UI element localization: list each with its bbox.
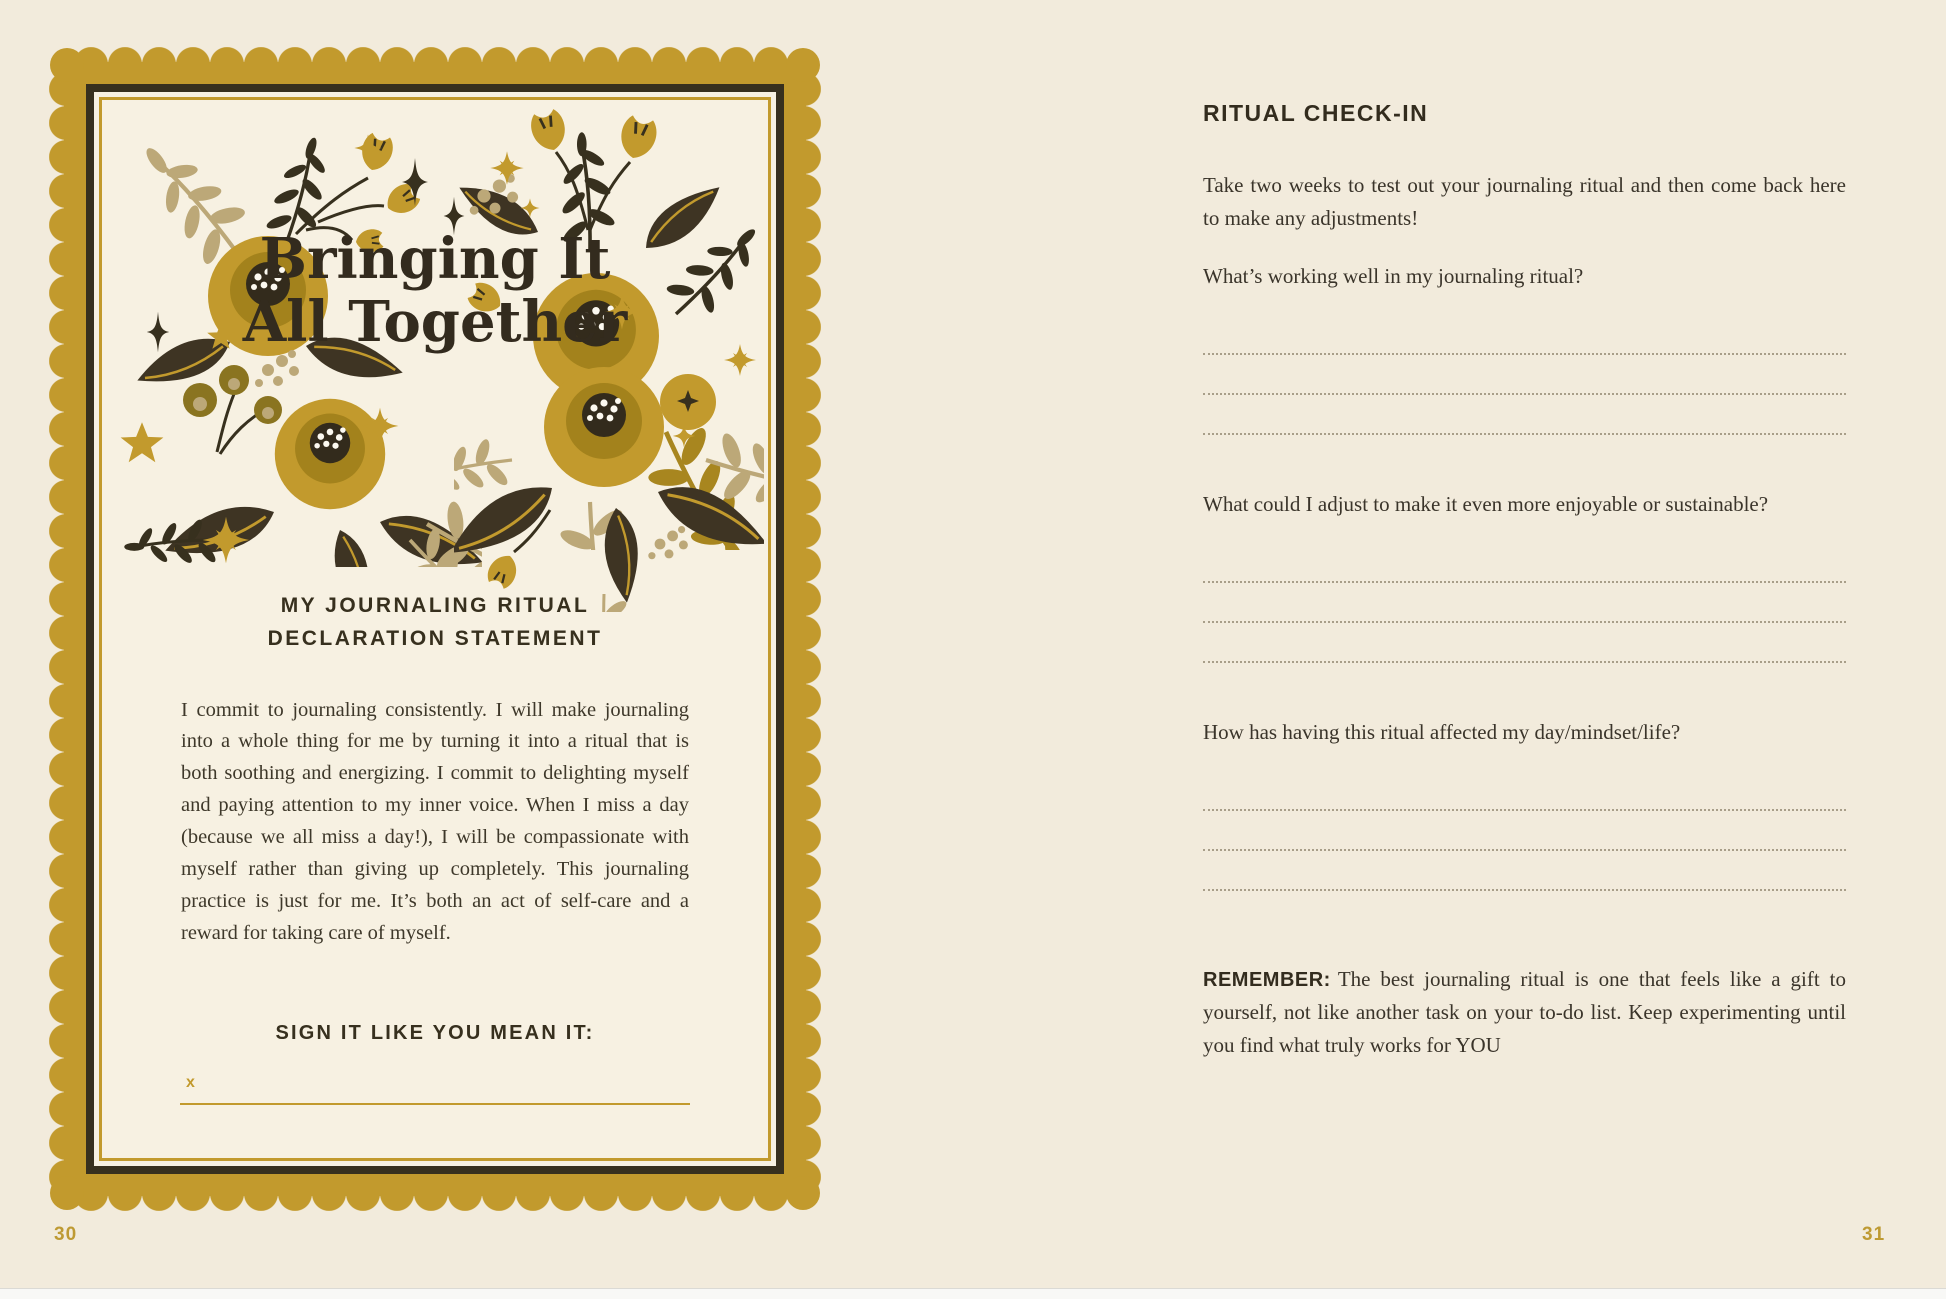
writing-line	[1203, 583, 1846, 623]
writing-line	[1203, 315, 1846, 355]
prompt-group	[1203, 264, 1846, 435]
declaration-heading-line-1: MY JOURNALING RITUAL	[280, 594, 590, 617]
writing-line	[1203, 623, 1846, 663]
signature-line	[180, 1103, 690, 1105]
reminder-label: REMEMBER:	[1203, 969, 1331, 991]
writing-lines	[1203, 543, 1846, 663]
prompt-question: What’s working well in my journaling ritual?	[1203, 264, 1584, 288]
scallop-corner	[786, 1176, 820, 1210]
writing-line	[1203, 771, 1846, 811]
star-icon	[120, 422, 164, 466]
writing-line	[1203, 395, 1846, 435]
writing-line	[1203, 355, 1846, 395]
reminder-note	[1203, 963, 1846, 1062]
scallop-border-right	[804, 72, 821, 1186]
page-number-right: 31	[1862, 1224, 1886, 1245]
sparkle-icon	[350, 130, 386, 166]
intro-paragraph: Take two weeks to test out your journaling ritual and then come back here to make any adjustments!	[1203, 173, 1846, 230]
writing-line	[1203, 851, 1846, 891]
writing-lines	[1203, 315, 1846, 435]
scallop-border-top	[74, 47, 796, 64]
declaration-heading-line-2: DECLARATION STATEMENT	[267, 626, 603, 650]
title-line-2: All Together	[242, 288, 628, 355]
scallop-corner	[50, 1176, 84, 1210]
declaration-heading	[102, 590, 768, 656]
page-number-left: 30	[54, 1224, 78, 1245]
prompt-group	[1203, 720, 1846, 891]
certificate-frame	[64, 62, 806, 1196]
prompt-question: How has having this ritual affected my day/mindset/life?	[1203, 720, 1681, 744]
reminder-text: The best journaling ritual is one that feels like a gift to yourself, not like another task on your to-do list. Keep experimenting until you find what truly works for YOU	[1203, 967, 1846, 1058]
window-bottom-edge	[0, 1288, 1946, 1299]
scallop-corner	[50, 48, 84, 82]
certificate-title	[102, 228, 768, 353]
title-line-1: Bringing It	[259, 226, 611, 292]
sparkle-icon	[400, 156, 430, 208]
writing-line	[1203, 811, 1846, 851]
sparkle-icon	[516, 194, 544, 222]
prompt-group	[1203, 492, 1846, 663]
scallop-corner	[786, 48, 820, 82]
inner-dark-border	[86, 84, 784, 1174]
sparkle-icon	[487, 148, 527, 188]
declaration-paragraph: I commit to journaling consistently. I will make journaling into a whole thing for me by turning it into a ritual that is both soothing and energizing. I commit to delighting myself and paying attention to my inner voice. When I miss a day (because we all miss a day!), I will be compassionate with myself rather than giving up completely. This journaling practice is just for me. It’s both an act of self-care and a reward for taking care of myself.	[181, 698, 689, 944]
sparkle-icon	[200, 514, 252, 566]
writing-lines	[1203, 771, 1846, 891]
signature-x-mark: x	[186, 1074, 195, 1091]
scallop-border-left	[49, 72, 66, 1186]
scallop-border-bottom	[74, 1194, 796, 1211]
inner-gold-border	[99, 97, 771, 1161]
flower-cluster-bottom-center-icon	[454, 342, 764, 612]
page-title: RITUAL CHECK-IN	[1203, 100, 1429, 126]
prompt-question: What could I adjust to make it even more enjoyable or sustainable?	[1203, 492, 1769, 516]
sparkle-icon	[668, 420, 700, 452]
sparkle-icon	[358, 404, 402, 448]
ritual-check-in-page	[1203, 0, 1846, 1299]
writing-line	[1203, 543, 1846, 583]
flower-cluster-middle-left-icon	[122, 352, 482, 567]
sign-instruction: SIGN IT LIKE YOU MEAN IT:	[275, 1022, 595, 1044]
